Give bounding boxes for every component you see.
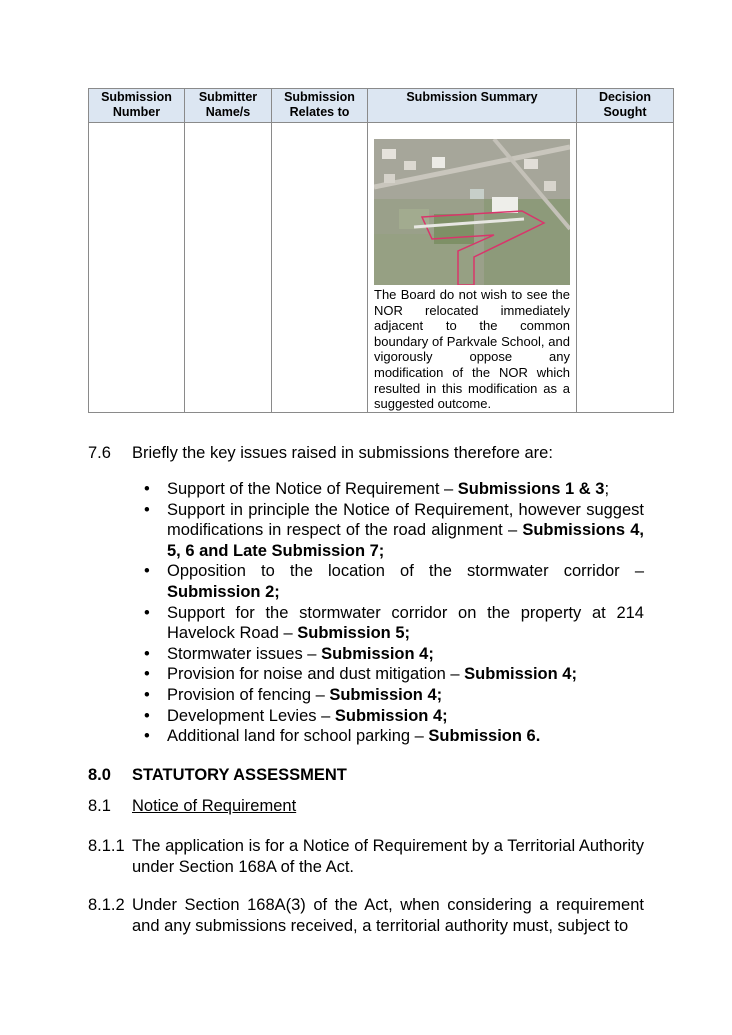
- cell-submission-number: [89, 123, 185, 413]
- list-item: • Additional land for school parking – Submission 6.: [144, 727, 541, 746]
- list-item: • Opposition to the location of the stormwater corridor – Submission 2;: [144, 562, 644, 601]
- paragraph-number: 8.1.2: [88, 896, 125, 914]
- submission-summary-text: The Board do not wish to see the NOR relocated immediately adjacent to the common boundary of Parkvale School, and vigorously oppose any modification of the NOR which resulted in this modification as a suggested outcome.: [374, 287, 570, 412]
- list-item: • Provision for noise and dust mitigation – Submission 4;: [144, 665, 577, 684]
- list-item: • Stormwater issues – Submission 4;: [144, 644, 434, 663]
- section-heading-8-0: [88, 765, 648, 786]
- cell-summary: [368, 123, 577, 413]
- list-item: • Support for the stormwater corridor on the property at 214 Havelock Road – Submission 5;: [144, 603, 644, 643]
- paragraph-text: The application is for a Notice of Requirement by a Territorial Authority under Section 168A of the Act.: [132, 837, 644, 876]
- paragraph-7-6: [88, 443, 648, 464]
- cell-relates-to: [272, 123, 368, 413]
- list-item: • Development Levies – Submission 4;: [144, 706, 448, 725]
- paragraph-8-1-1: [88, 836, 648, 878]
- paragraph-number: 7.6: [88, 444, 111, 462]
- section-number: 8.1: [88, 797, 111, 815]
- table-header-row: [89, 89, 674, 123]
- header-decision-sought: Decision Sought: [577, 89, 674, 123]
- header-submission-summary: Submission Summary: [368, 89, 577, 123]
- header-submitter-names: Submitter Name/s: [185, 89, 272, 123]
- paragraph-text: Under Section 168A(3) of the Act, when considering a requirement and any submissions received, a territorial authority must, subject to: [132, 896, 644, 935]
- submissions-table: [88, 88, 674, 413]
- list-item: • Support in principle the Notice of Requirement, however suggest modifications in respect of the road alignment – Submissions 4, 5, 6 and Late Submission 7;: [144, 500, 645, 560]
- aerial-map-image: [374, 139, 570, 285]
- list-item: • Provision of fencing – Submission 4;: [144, 685, 443, 704]
- section-title: Notice of Requirement: [132, 797, 297, 815]
- paragraph-number: 8.1.1: [88, 837, 125, 855]
- section-number: 8.0: [88, 766, 111, 784]
- cell-decision-sought: [577, 123, 674, 413]
- paragraph-text: Briefly the key issues raised in submissions therefore are:: [132, 444, 553, 462]
- header-submission-relates-to: Submission Relates to: [272, 89, 368, 123]
- list-item: • Support of the Notice of Requirement – Submissions 1 & 3;: [144, 480, 610, 498]
- section-title: STATUTORY ASSESSMENT: [132, 766, 347, 784]
- cell-submitter-names: [185, 123, 272, 413]
- section-heading-8-1: [88, 796, 648, 817]
- paragraph-8-1-2: [88, 895, 648, 937]
- key-issues-list: [142, 479, 644, 747]
- header-submission-number: Submission Number: [89, 89, 185, 123]
- table-row: [89, 123, 674, 413]
